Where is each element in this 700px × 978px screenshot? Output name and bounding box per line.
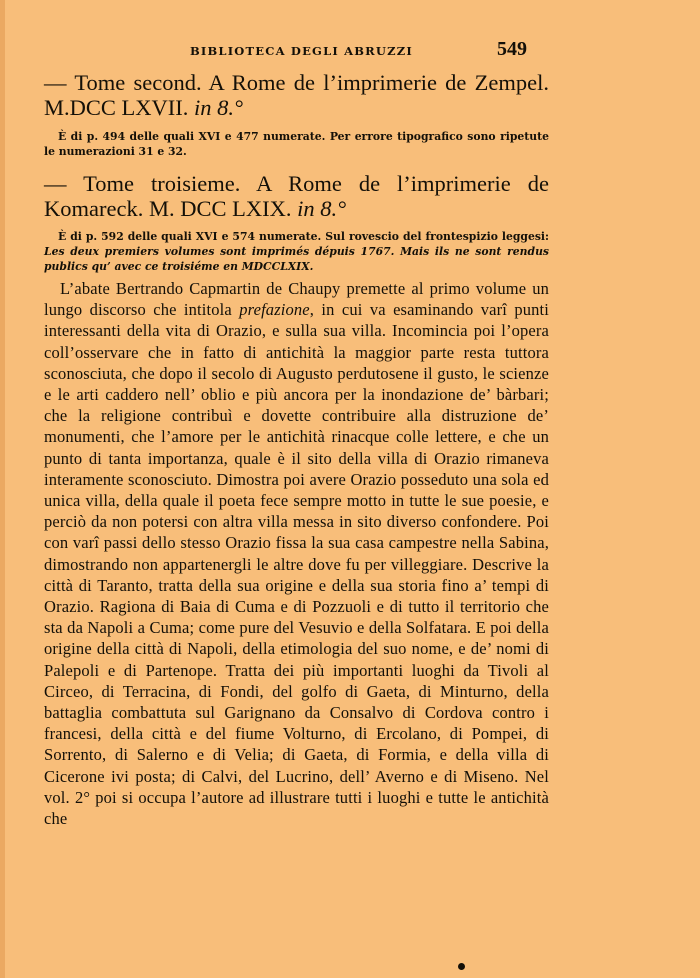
- page-number: 549: [497, 38, 527, 60]
- entry-title: [44, 70, 549, 120]
- ink-dot: [458, 963, 465, 970]
- body-text-italic: prefazione: [239, 300, 310, 320]
- entry-tome-second: [44, 70, 549, 159]
- entry-note-text: È di p. 592 delle quali XVI e 574 numerate. Sul rovescio del frontespizio leggesi:: [58, 230, 549, 243]
- body-text: [44, 278, 549, 829]
- entry-format: in 8.°: [297, 196, 347, 221]
- entry-title: [44, 171, 549, 221]
- entry-note-quote: Les deux premiers volumes sont imprimés dépuis 1767. Mais ils ne sont rendus publics qu’ avec ce troisiéme en MDCCLXIX.: [44, 245, 549, 274]
- body-paragraph: [44, 278, 549, 829]
- entry-note: [44, 229, 549, 275]
- entry-title-text: — Tome second. A Rome de l’imprimerie de Zempel. M.DCC LXVII.: [44, 70, 549, 120]
- entry-note: È di p. 494 delle quali XVI e 477 numerate. Per errore tipografico sono ripetute le numerazioni 31 e 32.: [44, 130, 549, 159]
- page-edge-shadow: [0, 0, 5, 978]
- running-head: BIBLIOTECA DEGLI ABRUZZI: [190, 44, 413, 58]
- entry-title-text: — Tome troisieme. A Rome de l’imprimerie de Komareck. M. DCC LXIX.: [44, 171, 549, 221]
- body-text-part2: , in cui va esaminando varî punti interessanti della vita di Orazio, e sulla sua villa. Incomincia poi l’opera coll’osservare che in fatto di antichità la maggior parte resta tuttora sconosciuta, che dopo il secolo di Augusto perdutosene il gusto, le scienze e le arti caddero nell’ oblio e più ancora per la inondazione de’ bàrbari; che la religione contribuì e dovette contribuire alla distruzione de’ monumenti, che l’amore per le antichità rinacque colle lettere, e che un punto di tanta importanza, quale è il sito della villa di Orazio rimaneva interamente sconosciuto. Dimostra poi avere Orazio posseduto una sola ed unica villa, della quale il poeta fece sempre motto in tutte le sue poesie, e perciò da non potersi con altra villa messa in sito diverso confondere. Poi con varî passi dello stesso Orazio fissa la sua casa campestre nella Sabina, dimostrando non appartenergli le altre dove fu per villeggiare. Descrive la città di Taranto, tratta della sua origine e della sua storia fino a’ tempi di Orazio. Ragiona di Baia di Cuma e di Pozzuoli e di tutto il territorio che sta da Napoli a Cuma; come pure del Vesuvio e della Solfatara. E poi della origine della città di Napoli, della etimologia del suo nome, e de’ nomi di Palepoli e di Partenope. Tratta dei più importanti luoghi da Tivoli al Circeo, di Terracina, di Fondi, del golfo di Gaeta, di Minturno, della battaglia combattuta sul Garignano da Consalvo di Cordova contro i francesi, della città e del fiume Volturno, di Ercolano, di Pompei, di Sorrento, di Salerno e di Velia; di Gaeta, di Formia, e della villa di Cicerone ivi posta; di Calvi, del Lucrino, dell’ Averno e di Miseno. Nel vol. 2° poi si occupa l’autore ad illustrare tutti i luoghi e tutte le antichità che: [44, 300, 550, 829]
- body-text-part1: L’abate Bertrando Capmartin de Chaupy premette al primo volume un lungo discorso che intitola: [44, 279, 549, 320]
- entry-tome-troisieme: [44, 171, 549, 275]
- entry-format: in 8.°: [194, 95, 243, 120]
- page-header: [40, 38, 540, 68]
